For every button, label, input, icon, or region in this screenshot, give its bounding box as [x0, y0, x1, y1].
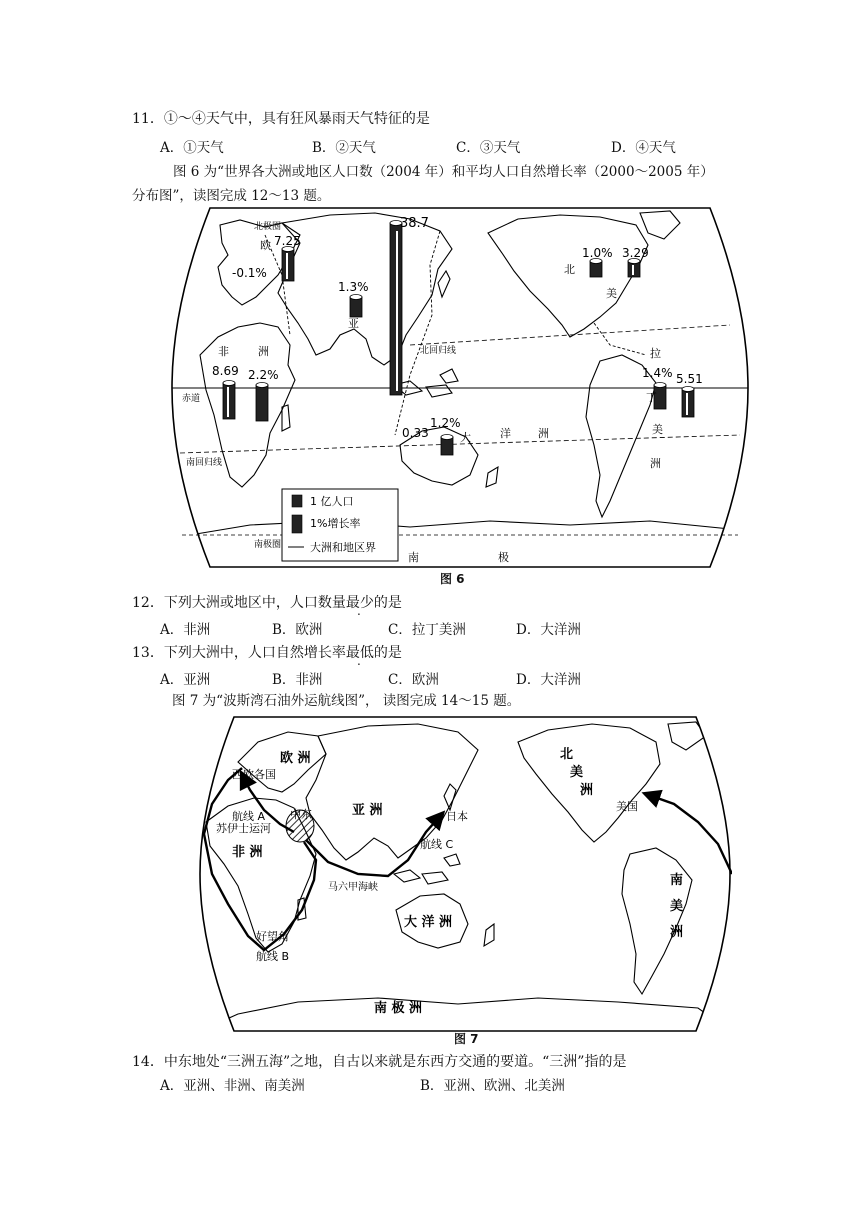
north-america-label-2: 美	[570, 765, 584, 780]
oceania-label-3: 洲	[538, 427, 549, 440]
q11-stem: 11．①～④天气中，具有狂风暴雨天气特征的是	[132, 111, 430, 127]
africa-label-2: 洲	[258, 345, 269, 358]
route-b-label: 航线 B	[256, 950, 290, 963]
figure-6-caption: 图 6	[440, 572, 465, 586]
suez-canal-label: 苏伊士运河	[216, 822, 271, 835]
west-europe-label: 西欧各国	[232, 768, 276, 781]
map-legend	[282, 489, 398, 561]
antarctica-label-2: 极	[498, 551, 509, 564]
europe-label: 欧	[260, 239, 271, 252]
q12-option-a: A．非洲	[160, 622, 211, 638]
tropic-of-capricorn-label: 南回归线	[186, 458, 223, 468]
latin-america-label-4: 洲	[650, 457, 661, 470]
q12-stem	[132, 594, 402, 612]
figure-7-caption: 图 7	[454, 1032, 479, 1046]
north-america-label-2: 美	[606, 287, 617, 300]
middle-east-label: 中东	[290, 808, 312, 821]
asia-label: 亚	[348, 317, 359, 330]
oceania-label-2: 洋	[500, 427, 511, 440]
japan-label: 日本	[446, 810, 468, 823]
malacca-strait-label: 马六甲海峡	[328, 882, 378, 893]
q13-option-a: A．亚洲	[160, 672, 211, 688]
fig6-intro-line2: 分布图”，读图完成 12～13 题。	[132, 188, 331, 204]
route-a-label: 航线 A	[232, 810, 266, 823]
legend-growth-label: 1%增长率	[310, 517, 361, 530]
q12-option-c: C．拉丁美洲	[388, 622, 466, 638]
north-america-label-3: 洲	[580, 783, 594, 798]
europe-label: 欧 洲	[280, 751, 311, 766]
antarctica-label-1: 南	[408, 551, 419, 564]
africa-population-value: 8.69	[212, 364, 239, 378]
q12-stem-start: 12．下列大洲或地区中，人口数量	[132, 595, 346, 611]
south-america-label-2: 美	[670, 899, 684, 914]
q13-option-b: B．非洲	[272, 672, 323, 688]
south-america-label-1: 南	[670, 873, 684, 888]
latin-america-label-1: 拉	[650, 347, 661, 360]
north-america-population-value: 3.29	[622, 246, 649, 260]
oceania-growth-value: 1.2%	[430, 416, 461, 430]
q12-option-d: D．大洋洲	[516, 622, 581, 638]
usa-label: 美国	[616, 800, 638, 813]
oceania-label: 大 洋 洲	[404, 915, 453, 930]
legend-boundary-label: 大洲和地区界	[310, 541, 376, 554]
latin-america-label-3: 美	[652, 423, 663, 436]
oceania-population-value: 0.33	[402, 426, 429, 440]
q11-option-c: C．③天气	[456, 140, 521, 156]
cape-label: 好望角	[256, 930, 289, 943]
q12-option-b: B．欧洲	[272, 622, 323, 638]
tropic-of-cancer-label: 北回归线	[420, 346, 457, 356]
fig7-intro: 图 7 为“波斯湾石油外运航线图”， 读图完成 14～15 题。	[172, 693, 521, 709]
oceania-label-1: 大	[460, 431, 471, 444]
asia-growth-value: 1.3%	[338, 280, 369, 294]
oil-route-map	[198, 714, 732, 1034]
population-legend-icon	[292, 495, 302, 507]
north-america-label-1: 北	[564, 263, 575, 276]
asia-growth-bar	[350, 297, 362, 317]
asia-population-value: 38.7	[400, 216, 429, 231]
africa-growth-value: 2.2%	[248, 368, 279, 382]
africa-growth-bar	[256, 385, 268, 421]
arctic-circle-label: 北极圈	[254, 222, 282, 232]
fig6-intro-line1: 图 6 为“世界各大洲或地区人口数（2004 年）和平均人口自然增长率（2000～2005 年）	[173, 164, 714, 180]
north-america-label-1: 北	[560, 747, 574, 762]
south-america-label-3: 洲	[670, 925, 684, 940]
q12-emphasis: 最少	[345, 595, 374, 611]
latin-america-growth-value: 1.4%	[642, 366, 673, 380]
antarctica-label: 南 极 洲	[374, 1001, 423, 1016]
q13-stem	[132, 644, 402, 662]
q14-option-a: A．亚洲、非洲、南美洲	[160, 1078, 305, 1094]
latin-america-label-2: 丁	[646, 391, 657, 404]
growth-legend-icon	[292, 515, 302, 533]
q14-option-b: B．亚洲、欧洲、北美洲	[420, 1078, 565, 1094]
q13-emphasis: 最低	[345, 645, 374, 661]
europe-population-value: 7.25	[274, 234, 301, 248]
legend-population-label: 1 亿人口	[310, 495, 354, 508]
north-america-growth-value: 1.0%	[582, 246, 613, 260]
africa-label: 非 洲	[232, 845, 263, 860]
europe-growth-value: -0.1%	[232, 266, 267, 280]
route-c-label: 航线 C	[420, 838, 454, 851]
q11-option-d: D．④天气	[611, 140, 676, 156]
q14-stem: 14．中东地处“三洲五海”之地，自古以来就是东西方交通的要道。“三洲”指的是	[132, 1054, 627, 1070]
population-map	[170, 205, 750, 571]
q11-option-b: B．②天气	[312, 140, 376, 156]
equator-label: 赤道	[182, 394, 201, 404]
q13-stem-start: 13．下列大洲中，人口自然增长率	[132, 645, 346, 661]
asia-label: 亚 洲	[352, 803, 383, 818]
q13-option-c: C．欧洲	[388, 672, 439, 688]
africa-label-1: 非	[218, 345, 229, 358]
q13-stem-end: 的是	[373, 645, 402, 661]
q12-stem-end: 的是	[373, 595, 402, 611]
antarctic-circle-label: 南极圈	[254, 540, 282, 550]
q13-option-d: D．大洋洲	[516, 672, 581, 688]
latin-america-population-value: 5.51	[676, 372, 703, 386]
q11-option-a: A．①天气	[160, 140, 224, 156]
